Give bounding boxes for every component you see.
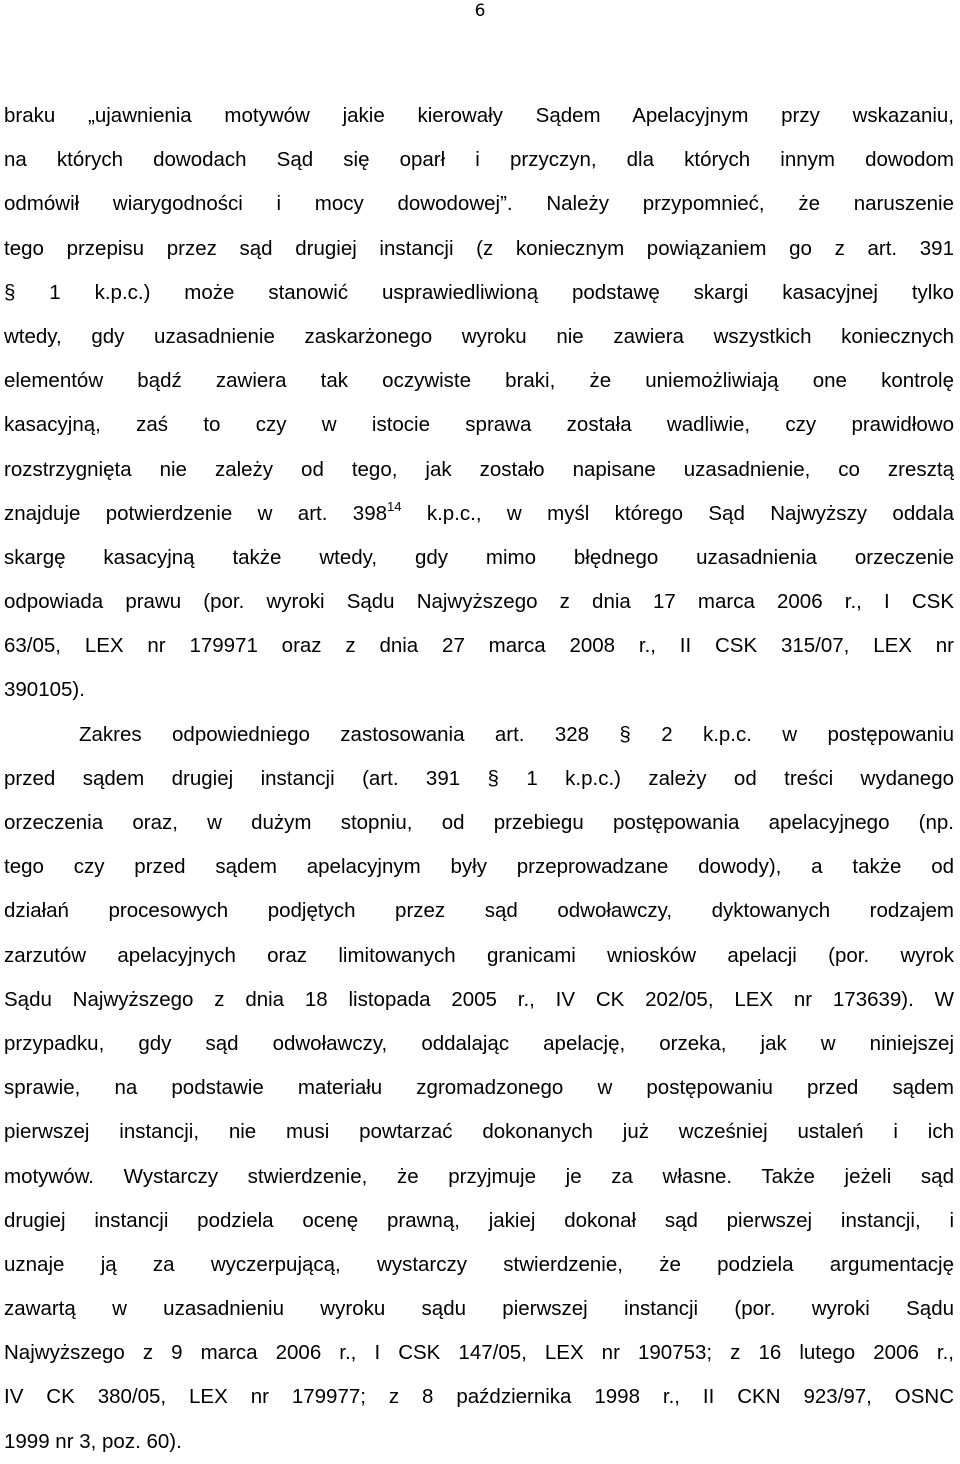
text-line [4, 978, 954, 1022]
text-line [4, 182, 954, 226]
text-line-content: zarzutów apelacyjnych oraz limitowanych granicami wniosków apelacji (por. wyrok [4, 943, 954, 967]
text-line [4, 1022, 954, 1066]
text-line-content: 1999 nr 3, poz. 60). [4, 1429, 182, 1453]
text-line-content: § 1 k.p.c.) może stanowić usprawiedliwioną podstawę skargi kasacyjnej tylko [4, 280, 954, 304]
text-line-content: odpowiada prawu (por. wyroki Sądu Najwyższego z dnia 17 marca 2006 r., I CSK [4, 590, 954, 614]
text-line-content: Sądu Najwyższego z dnia 18 listopada 2005 r., IV CK 202/05, LEX nr 173639). W [4, 987, 954, 1011]
text-line-content: odmówił wiarygodności i mocy dowodowej”. Należy przypomnieć, że naruszenie [4, 192, 954, 216]
text-line [4, 94, 954, 138]
text-line [4, 1331, 954, 1375]
text-line [4, 757, 954, 801]
text-line [4, 1110, 954, 1154]
text-line-content: orzeczenia oraz, w dużym stopniu, od przebiegu postępowania apelacyjnego (np. [4, 811, 954, 834]
text-line-content: zawartą w uzasadnieniu wyroku sądu pierwszej instancji (por. wyroki Sądu [4, 1297, 954, 1321]
page-number: 6 [474, 1, 486, 21]
text-line-content: przypadku, gdy sąd odwoławczy, oddalając apelację, orzeka, jak w niniejszej [4, 1031, 954, 1055]
text-line-content: drugiej instancji podziela ocenę prawną, jakiej dokonał sąd pierwszej instancji, i [4, 1208, 954, 1232]
text-line [4, 624, 954, 668]
text-line [4, 271, 954, 315]
text-line-content: na których dowodach Sąd się oparł i przyczyn, dla których innym dowodom [4, 148, 954, 172]
text-line-content: Zakres odpowiedniego zastosowania art. 328 § 2 k.p.c. w postępowaniu [79, 722, 954, 746]
text-line-content: uznaje ją za wyczerpującą, wystarczy stwierdzenie, że podziela argumentację [4, 1252, 954, 1276]
text-line [4, 1375, 954, 1419]
text-line-content: braku „ujawnienia motywów jakie kierowały Sądem Apelacyjnym przy wskazaniu, [4, 104, 954, 127]
text-line [4, 536, 954, 580]
text-line [4, 713, 954, 757]
text-line-content: wtedy, gdy uzasadnienie zaskarżonego wyroku nie zawiera wszystkich koniecznych [4, 324, 954, 348]
text-line [4, 227, 954, 271]
text-line-content: 63/05, LEX nr 179971 oraz z dnia 27 marca 2008 r., II CSK 315/07, LEX nr [4, 634, 954, 658]
text-line [4, 845, 954, 889]
text-line-content: 390105). [4, 678, 85, 702]
text-line-content: skargę kasacyjną także wtedy, gdy mimo błędnego uzasadnienia orzeczenie [4, 545, 954, 569]
text-line [4, 1287, 954, 1331]
text-line-content: przed sądem drugiej instancji (art. 391 § 1 k.p.c.) zależy od treści wydanego [4, 766, 954, 790]
text-line [4, 359, 954, 403]
text-line [4, 492, 954, 536]
text-line-continuation: k.p.c., w myśl którego Sąd Najwyższy oddala [401, 501, 954, 525]
text-line-content: Najwyższego z 9 marca 2006 r., I CSK 147/05, LEX nr 190753; z 16 lutego 2006 r., [4, 1341, 954, 1365]
text-line [4, 1420, 954, 1464]
article-superscript: 14 [387, 498, 402, 514]
text-line [4, 801, 954, 845]
text-line [4, 138, 954, 182]
text-line [4, 1199, 954, 1243]
text-line [4, 934, 954, 978]
text-line-content: rozstrzygnięta nie zależy od tego, jak zostało napisane uzasadnienie, co zresztą [4, 457, 954, 481]
text-line-content: znajduje potwierdzenie w art. 398 [4, 501, 388, 525]
text-line [4, 315, 954, 359]
text-line-content: motywów. Wystarczy stwierdzenie, że przyjmuje je za własne. Także jeżeli sąd [4, 1164, 954, 1188]
text-line [4, 580, 954, 624]
text-line-content: tego przepisu przez sąd drugiej instancji (z koniecznym powiązaniem go z art. 391 [4, 236, 954, 260]
text-line-content: tego czy przed sądem apelacyjnym były przeprowadzane dowody), a także od [4, 855, 954, 879]
text-line [4, 1066, 954, 1110]
text-line-content: sprawie, na podstawie materiału zgromadzonego w postępowaniu przed sądem [4, 1076, 954, 1100]
text-line-content: pierwszej instancji, nie musi powtarzać dokonanych już wcześniej ustaleń i ich [4, 1120, 954, 1144]
text-line-content: działań procesowych podjętych przez sąd odwoławczy, dyktowanych rodzajem [4, 899, 954, 923]
text-line [4, 668, 954, 712]
text-line-content: kasacyjną, zaś to czy w istocie sprawa została wadliwie, czy prawidłowo [4, 413, 954, 437]
text-line [4, 889, 954, 933]
text-line [4, 448, 954, 492]
text-line [4, 1155, 954, 1199]
text-line [4, 403, 954, 447]
text-line [4, 1243, 954, 1287]
text-line-content: elementów bądź zawiera tak oczywiste braki, że uniemożliwiają one kontrolę [4, 369, 954, 393]
document-body [4, 94, 954, 1464]
text-line-content: IV CK 380/05, LEX nr 179977; z 8 października 1998 r., II CKN 923/97, OSNC [4, 1385, 954, 1409]
